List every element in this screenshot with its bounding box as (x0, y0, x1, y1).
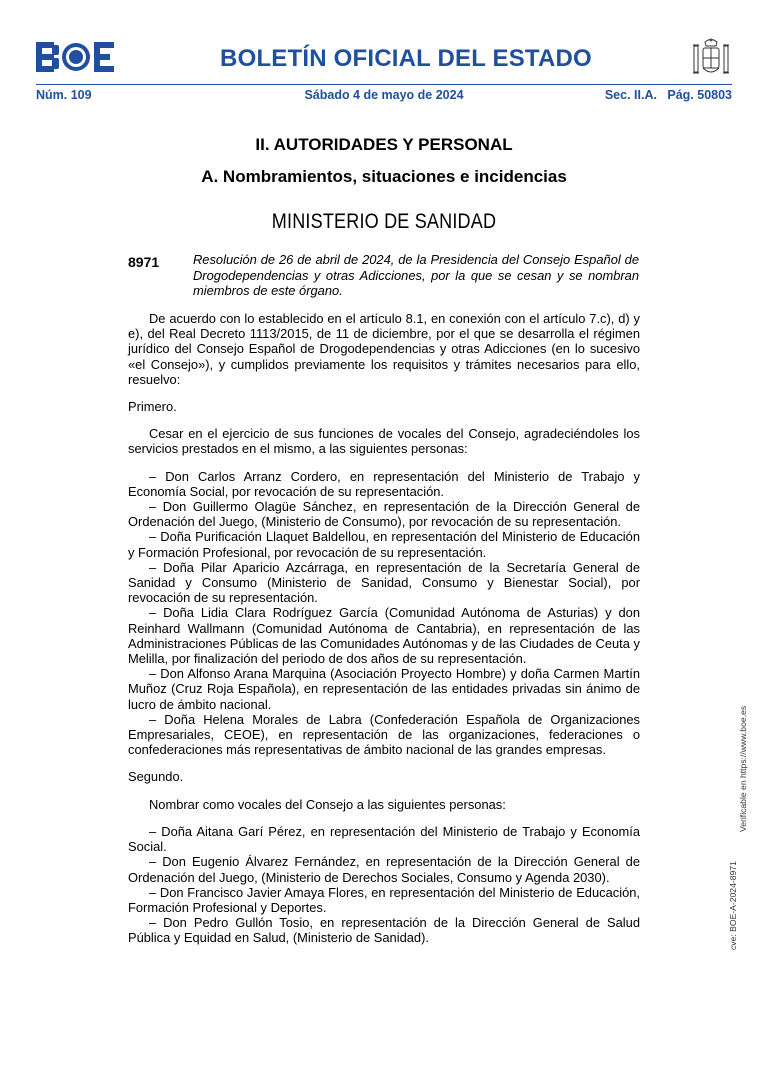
section-page: Sec. II.A. Pág. 50803 (604, 88, 732, 102)
document-number: 8971 (128, 254, 160, 270)
issue-meta-bar (36, 88, 732, 104)
verification-sidebar (724, 705, 748, 1090)
issue-number: Núm. 109 (36, 88, 92, 102)
issue-date: Sábado 4 de mayo de 2024 (304, 88, 464, 102)
list-item: – Doña Purificación Llaquet Baldellou, en representación del Ministerio de Educación y Formación Profesional, por revocación de su representación. (128, 529, 640, 560)
ministry-heading: MINISTERIO DE SANIDAD (271, 210, 497, 233)
boe-logo (36, 42, 116, 72)
document-body (128, 311, 640, 946)
newspaper-title: BOLETÍN OFICIAL DEL ESTADO (220, 45, 592, 72)
first-text: Cesar en el ejercicio de sus funciones de vocales del Consejo, agradeciéndoles los servicios prestados en el mismo, a las siguientes personas: (128, 426, 640, 457)
second-heading: Segundo. (128, 769, 184, 785)
coat-of-arms-icon (690, 36, 732, 80)
cve-code: cve: BOE-A-2024-8971 (728, 861, 738, 950)
list-item: – Don Alfonso Arana Marquina (Asociación Proyecto Hombre) y doña Carmen Martín Muñoz (Cruz Roja Española), en representación de las entidades privadas sin ánimo de lucro de ámbito nacional. (128, 666, 640, 712)
list-item: – Don Eugenio Álvarez Fernández, en representación de la Dirección General de Ordenación del Juego, (Ministerio de Derechos Sociales, Consumo y Agenda 2030). (128, 854, 640, 885)
verify-link[interactable]: Verificable en https://www.boe.es (738, 705, 748, 832)
list-item: – Doña Aitana Garí Pérez, en representación del Ministerio de Trabajo y Economía Social. (128, 823, 640, 855)
list-item: – Don Carlos Arranz Cordero, en representación del Ministerio de Trabajo y Economía Social, por revocación de su representación. (128, 468, 640, 499)
second-text: Nombrar como vocales del Consejo a las siguientes personas: (149, 796, 506, 812)
list-item: – Doña Pilar Aparicio Azcárraga, en representación de la Secretaría General de Sanidad y Consumo (Ministerio de Sanidad, Consumo y Bienestar Social), por revocación de su representación. (128, 559, 640, 606)
header-rule (36, 84, 732, 85)
cease-list (128, 469, 640, 758)
section-heading: II. AUTORIDADES Y PERSONAL (255, 135, 513, 154)
resolution-summary: Resolución de 26 de abril de 2024, de la Presidencia del Consejo Español de Drogodependencias y otras Adicciones, por la que se cesan y se nombran miembros de este órgano. (193, 252, 639, 299)
appoint-list (128, 824, 640, 946)
intro-paragraph: De acuerdo con lo establecido en el artículo 8.1, en conexión con el artículo 7.c), d) y e), del Real Decreto 1113/2015, de 11 de diciembre, por el que se desarrolla el régimen jurídico del Consejo Español de Drogodependencias y otras Adicciones (en lo sucesivo «el Consejo»), y cumplidos previamente los requisitos y trámites necesarios para ello, resuelvo: (128, 311, 640, 387)
section-subheading: A. Nombramientos, situaciones e incidencias (201, 167, 567, 186)
first-heading: Primero. (128, 399, 177, 415)
list-item: – Doña Helena Morales de Labra (Confederación Española de Organizaciones Empresariales, CEOE), en representación de las organizaciones, federaciones o confederaciones más representativas de ámbito nacional de las grandes empresas. (128, 711, 640, 758)
page-header (36, 36, 732, 82)
list-item: – Don Francisco Javier Amaya Flores, en representación del Ministerio de Educación, Formación Profesional y Deportes. (128, 884, 640, 915)
list-item: – Doña Lidia Clara Rodríguez García (Comunidad Autónoma de Asturias) y don Reinhard Wallmann (Comunidad Autónoma de Cantabria), en representación de las Administraciones Públicas de las Comunidades Autónomas y de las Ciudades de Ceuta y Melilla, por finalización del periodo de dos años de su representación. (128, 605, 640, 667)
list-item: – Don Guillermo Olagüe Sánchez, en representación de la Dirección General de Ordenación del Juego, (Ministerio de Consumo), por revocación de su representación. (128, 499, 640, 530)
list-item: – Don Pedro Gullón Tosio, en representación de la Dirección General de Salud Pública y Equidad en Salud, (Ministerio de Sanidad). (128, 915, 640, 946)
